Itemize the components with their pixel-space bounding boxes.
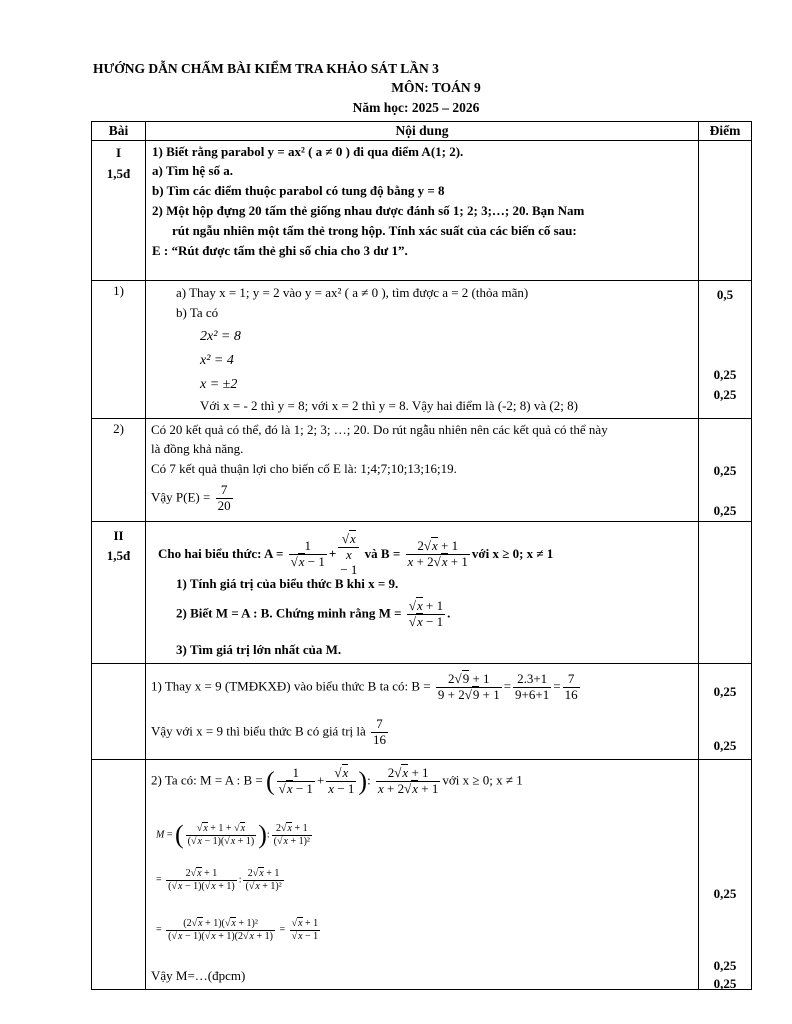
- doc-subject: MÔN: TOÁN 9: [391, 80, 481, 95]
- bai-2-question: Cho hai biểu thức: A = 1 √ x − 1 + √ x x − 1 và B = $\frac{2√ x + 1}{x + 2√ x + 1}$ với x ≥ 0; x ≠ 1 1) Tính giá trị của biểu thức B khi x = 9. 2) Biết M = A : B. Chứng minh rằng M = √ x + 1 √ x − 1 . 3) Tìm giá trị lớn nhất của M.: [146, 522, 699, 664]
- table-row: 2) Có 20 kết quả có thể, đó là 1; 2; 3; …; 20. Do rút ngẫu nhiên nên các kết quả có thể này là đồng khả năng. Có 7 kết quả thuận lợi cho biến cố E là: 1;4;7;10;13;16;19. Vậy P(E) = $\frac{7}{20}$ 0,25 0,25: [92, 419, 752, 522]
- bai-2-label: II 1,5đ: [92, 522, 146, 664]
- col-noi-dung: Nội dung: [146, 122, 699, 141]
- table-row: [92, 522, 752, 664]
- table-row: 2) Ta có: M = A : B = ( 1 √ x − 1 + √ $\frac{x}{x - 1}$ ): $\frac{2√ x + 1}{x + 2√ x + 1}$ với x ≥ 0; x ≠ 1 M = ( √ $\frac{x + 1 + √ x}{(√ x - 1)(√ x + 1)}$ ): $\frac{2√ x + 1}{\text{(√ x + 1)²}}$ = $\frac{2√ x + 1}{(√ x - 1)(√ x + 1)}$ : $\frac{2√ x + 1}{\text{(√ x + 1)²}}$ = $\frac{\text{(2√ x + 1)(√ x + 1)²}}{(√ x - 1)(√ x + 1)(2√ x + 1)}$ = √ x + 1 √ x − 1 Vậy M=…(đpcm) 0,25 0,25 0,25: [92, 760, 752, 990]
- table-row: 1) Thay x = 9 (TMĐKXĐ) vào biểu thức B ta có: B = $\frac{2√ 9 + 1}{9 + 2√ 9 + 1}$ = $\frac{2.3+1}{9+6+1}$ = $\frac{7}{16}$ Vậy với x = 9 thì biểu thức B có giá trị là $\frac{7}{16}$ 0,25 0,25: [92, 664, 752, 760]
- doc-title: HƯỚNG DẪN CHẤM BÀI KIỂM TRA KHẢO SÁT LẦN 3: [93, 61, 439, 76]
- table-header-row: [92, 122, 752, 141]
- table-row: 1) a) Thay x = 1; y = 2 vào y = ax² ( a ≠ 0 ), tìm được a = 2 (thỏa mãn) b) Ta có 2x² = 8 x² = 4 x = ±2 Với x = - 2 thì y = 8; với x = 2 thì y = 8. Vậy hai điểm là (-2; 8) và (2; 8) 0,5 0,25 0,25: [92, 281, 752, 419]
- table-row: [92, 141, 752, 281]
- col-diem: Điểm: [699, 122, 752, 141]
- col-bai: Bài: [92, 122, 146, 141]
- bai-1-label: I 1,5đ: [92, 141, 146, 281]
- bai-2-part-2-solution: 2) Ta có: M = A : B = ( 1 √ x − 1 + √ $\frac{x}{x - 1}$ ): $\frac{2√ x + 1}{x + 2√ x + 1}$ với x ≥ 0; x ≠ 1 M = ( √ $\frac{x + 1 + √ x}{(√ x - 1)(√ x + 1)}$ ): $\frac{2√ x + 1}{\text{(√ x + 1)²}}$ = $\frac{2√ x + 1}{(√ x - 1)(√ x + 1)}$ : $\frac{2√ x + 1}{\text{(√ x + 1)²}}$ = $\frac{\text{(2√ x + 1)(√ x + 1)²}}{(√ x - 1)(√ x + 1)(2√ x + 1)}$ = √ x + 1 √ x − 1 Vậy M=…(đpcm): [146, 760, 699, 990]
- bai-1-part-1-label: 1): [92, 281, 146, 419]
- bai-2-part-1-solution: 1) Thay x = 9 (TMĐKXĐ) vào biểu thức B ta có: B = $\frac{2√ 9 + 1}{9 + 2√ 9 + 1}$ = $\frac{2.3+1}{9+6+1}$ = $\frac{7}{16}$ Vậy với x = 9 thì biểu thức B có giá trị là $\frac{7}{16}$: [146, 664, 699, 760]
- grading-table: [91, 121, 752, 990]
- bai-1-part-2-solution: Có 20 kết quả có thể, đó là 1; 2; 3; …; 20. Do rút ngẫu nhiên nên các kết quả có thể này là đồng khả năng. Có 7 kết quả thuận lợi cho biến cố E là: 1;4;7;10;13;16;19. Vậy P(E) = $\frac{7}{20}$: [146, 419, 699, 522]
- bai-1-question: 1) Biết rằng parabol y = ax² ( a ≠ 0 ) đi qua điểm A(1; 2). a) Tìm hệ số a. b) Tìm các điểm thuộc parabol có tung độ bằng y = 8 2) Một hộp đựng 20 tấm thẻ giống nhau được đánh số 1; 2; 3;…; 20. Bạn Nam rút ngẫu nhiên một tấm thẻ trong hộp. Tính xác suất của các biến cố sau: E : “Rút được tấm thẻ ghi số chia cho 3 dư 1”.: [146, 141, 699, 281]
- doc-year: Năm học: 2025 – 2026: [352, 100, 480, 115]
- bai-1-part-1-solution: a) Thay x = 1; y = 2 vào y = ax² ( a ≠ 0 ), tìm được a = 2 (thỏa mãn) b) Ta có 2x² = 8 x² = 4 x = ±2 Với x = - 2 thì y = 8; với x = 2 thì y = 8. Vậy hai điểm là (-2; 8) và (2; 8): [146, 281, 699, 419]
- bai-1-part-2-label: 2): [92, 419, 146, 522]
